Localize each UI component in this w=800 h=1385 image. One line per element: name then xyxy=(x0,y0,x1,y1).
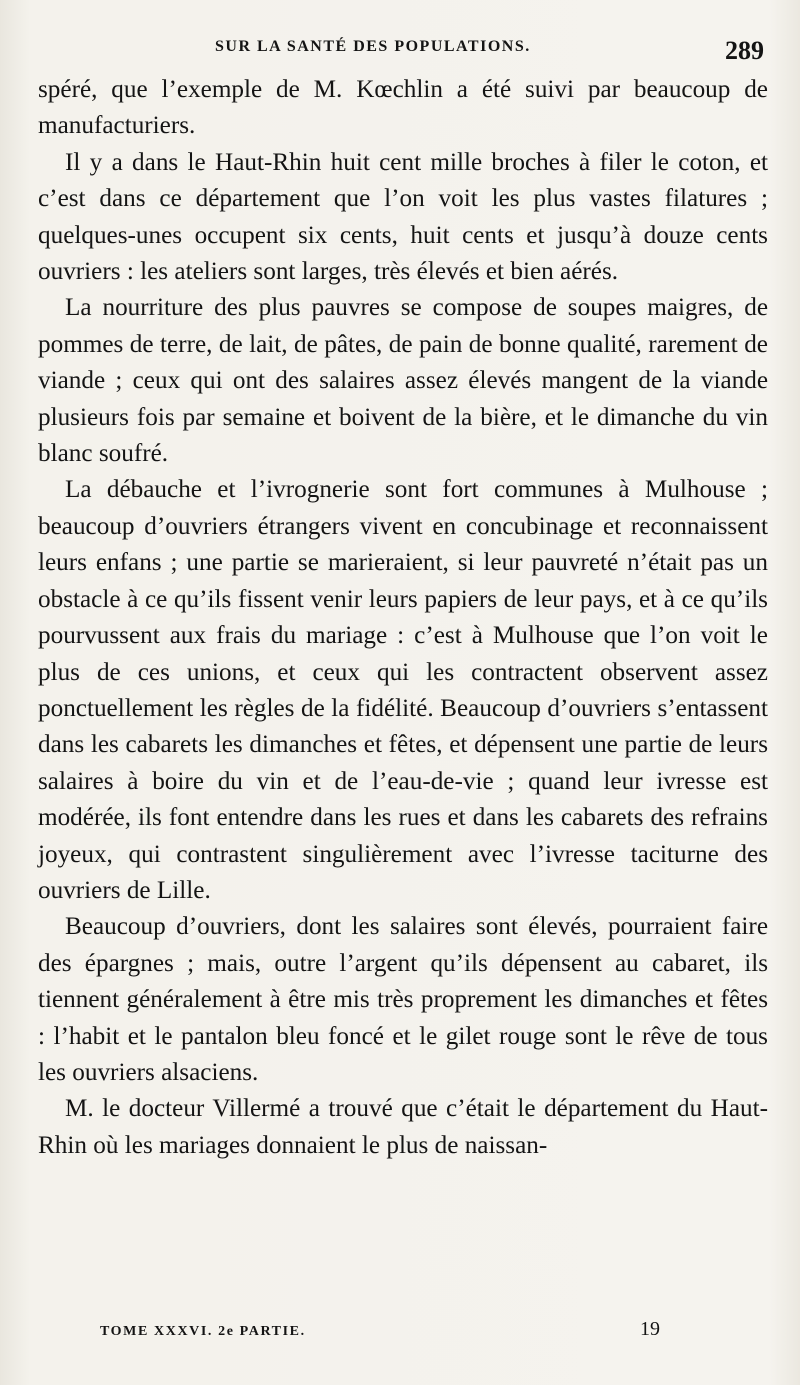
signature-line: TOME XXXVI. 2e PARTIE. xyxy=(100,1324,306,1339)
running-header xyxy=(40,34,770,74)
paragraph: La débauche et l’ivrognerie sont fort communes à Mulhouse ; beaucoup d’ouvriers étrangers vivent en concubinage et reconnaissent leurs enfans ; une partie se marieraient, si leur pauvreté n’était pas un obstacle à ce qu’ils fissent venir leurs papiers de leur pays, et à ce qu’ils pourvussent aux frais du mariage : c’est à Mulhouse que l’on voit le plus de ces unions, et ceux qui les contractent observent assez ponctuellement les règles de la fidélité. Beaucoup d’ouvriers s’entassent dans les cabarets les dimanches et fêtes, et dépensent une partie de leurs salaires à boire du vin et de l’eau-de-vie ; quand leur ivresse est modérée, ils font entendre dans les rues et dans les cabarets des refrains joyeux, qui contrastent singulièrement avec l’ivresse taciturne des ouvriers de Lille. xyxy=(38,476,768,904)
paragraph: M. le docteur Villermé a trouvé que c’était le département du Haut-Rhin où les mariages donnaient le plus de naissan- xyxy=(38,1095,768,1159)
paragraph: Il y a dans le Haut-Rhin huit cent mille broches à filer le coton, et c’est dans ce département que l’on voit les plus vastes filatures ; quelques-unes occupent six cents, huit cents et jusqu’à douze cents ouvriers : les ateliers sont larges, très élevés et bien aérés. xyxy=(38,148,768,286)
paragraph: Beaucoup d’ouvriers, dont les salaires sont élevés, pourraient faire des épargnes ; mais, outre l’argent qu’ils dépensent au cabaret, ils tiennent généralement à être mis très proprement les dimanches et fêtes : l’habit et le pantalon bleu foncé et le gilet rouge sont le rêve de tous les ouvriers alsaciens. xyxy=(38,913,768,1086)
body-text xyxy=(38,72,768,1164)
paragraph: spéré, que l’exemple de M. Kœchlin a été suivi par beaucoup de manufacturiers. xyxy=(38,76,768,140)
signature-mark: 19 xyxy=(640,1318,660,1340)
page-number: 289 xyxy=(725,36,764,65)
paragraph: La nourriture des plus pauvres se compose de soupes maigres, de pommes de terre, de lait, de pâtes, de pain de bonne qualité, rarement de viande ; ceux qui ont des salaires assez élevés mangent de la viande plusieurs fois par semaine et boivent de la bière, et le dimanche du vin blanc soufré. xyxy=(38,294,768,468)
running-title: SUR LA SANTÉ DES POPULATIONS. xyxy=(215,38,531,55)
page-footer xyxy=(100,1318,660,1348)
